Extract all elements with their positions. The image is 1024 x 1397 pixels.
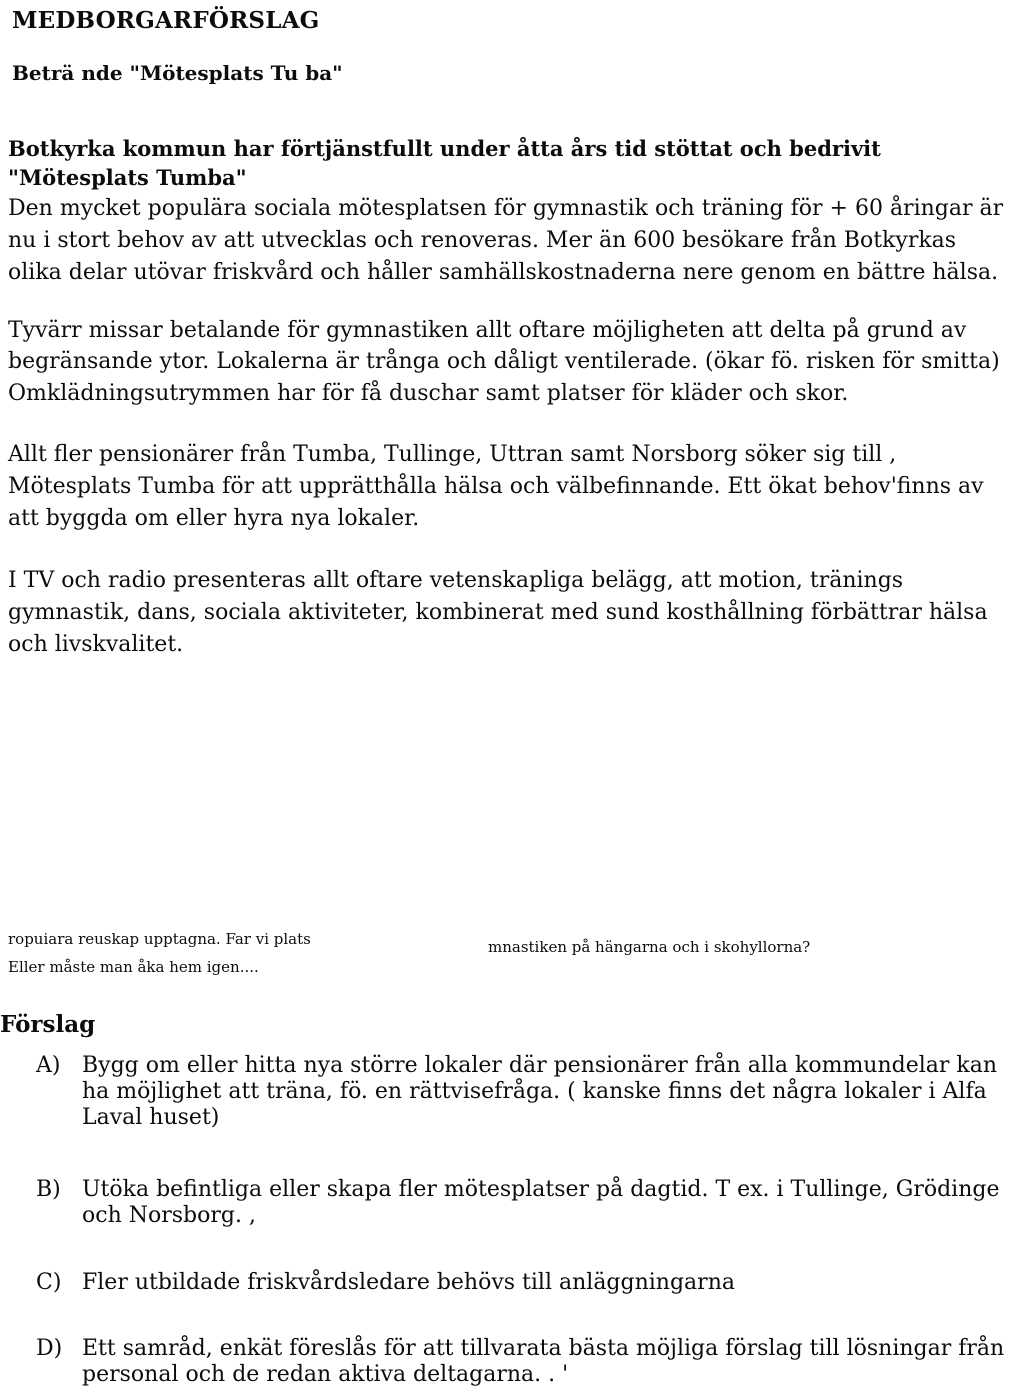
paragraph-3-line-3: att byggda om eller hyra nya lokaler.: [8, 506, 420, 531]
proposal-text: Bygg om eller hitta nya större lokaler där pensionärer från alla kommundelar kan ha möjlighet att träna, fö. en rättvisefråga. ( kanske finns det några lokaler i Alfa Laval huset): [82, 1053, 998, 1130]
proposal-item-d: [36, 1336, 1022, 1388]
proposal-item-a: [36, 1053, 1022, 1131]
proposal-text: Utöka befintliga eller skapa fler mötesplatser på dagtid. T ex. i Tullinge, Grödinge och Norsborg. ,: [82, 1177, 1000, 1228]
proposal-letter: A): [36, 1053, 61, 1078]
faint-line-1-right: mnastiken på hängarna och i skohyllorna?: [488, 938, 811, 956]
intro-line-2: "Mötesplats Tumba": [8, 165, 247, 190]
paragraph-4-line-3: och livskvalitet.: [8, 632, 184, 657]
proposal-letter: C): [36, 1270, 62, 1295]
paragraph-4-line-1: I TV och radio presenteras allt oftare vetenskapliga belägg, att motion, tränings: [8, 568, 904, 593]
proposal-item-c: [36, 1270, 1022, 1296]
faint-line-1-left: ropuiara reuskap upptagna. Far vi plats: [8, 930, 311, 948]
faint-line-2: Eller måste man åka hem igen....: [8, 958, 259, 976]
intro-line-1: Botkyrka kommun har förtjänstfullt under åtta års tid stöttat och bedrivit: [8, 136, 881, 161]
paragraph-4-line-2: gymnastik, dans, sociala aktiviteter, kombinerat med sund kosthållning förbättrar hälsa: [8, 600, 988, 625]
proposals-heading: Förslag: [0, 1011, 96, 1038]
paragraph-2-line-3: Omklädningsutrymmen har för få duschar samt platser för kläder och skor.: [8, 381, 849, 406]
paragraph-1-line-1: Den mycket populära sociala mötesplatsen för gymnastik och träning för + 60 åringar är: [8, 196, 1004, 221]
document-subject: Beträ nde "Mötesplats Tu ba": [12, 61, 343, 85]
paragraph-3-line-1: Allt fler pensionärer från Tumba, Tullinge, Uttran samt Norsborg söker sig till ,: [8, 442, 897, 467]
paragraph-1-line-2: nu i stort behov av att utvecklas och renoveras. Mer än 600 besökare från Botkyrkas: [8, 228, 957, 253]
proposal-letter: B): [36, 1177, 61, 1202]
paragraph-2-line-1: Tyvärr missar betalande för gymnastiken allt oftare möjligheten att delta på grund av: [8, 318, 967, 343]
paragraph-2-line-2: begränsande ytor. Lokalerna är trånga och dåligt ventilerade. (ökar fö. risken för smitta): [8, 349, 1000, 374]
proposal-item-b: [36, 1177, 1022, 1229]
proposal-text: Fler utbildade friskvårdsledare behövs till anläggningarna: [82, 1270, 735, 1295]
proposal-letter: D): [36, 1336, 63, 1361]
document-title: MEDBORGARFÖRSLAG: [12, 7, 320, 34]
paragraph-1-line-3: olika delar utövar friskvård och håller samhällskostnaderna nere genom en bättre hälsa.: [8, 260, 999, 285]
paragraph-3-line-2: Mötesplats Tumba för att upprätthålla hälsa och välbefinnande. Ett ökat behov'finns av: [8, 474, 984, 499]
proposal-text: Ett samråd, enkät föreslås för att tillvarata bästa möjliga förslag till lösningar från personal och de redan aktiva deltagarna. . ': [82, 1336, 1005, 1387]
